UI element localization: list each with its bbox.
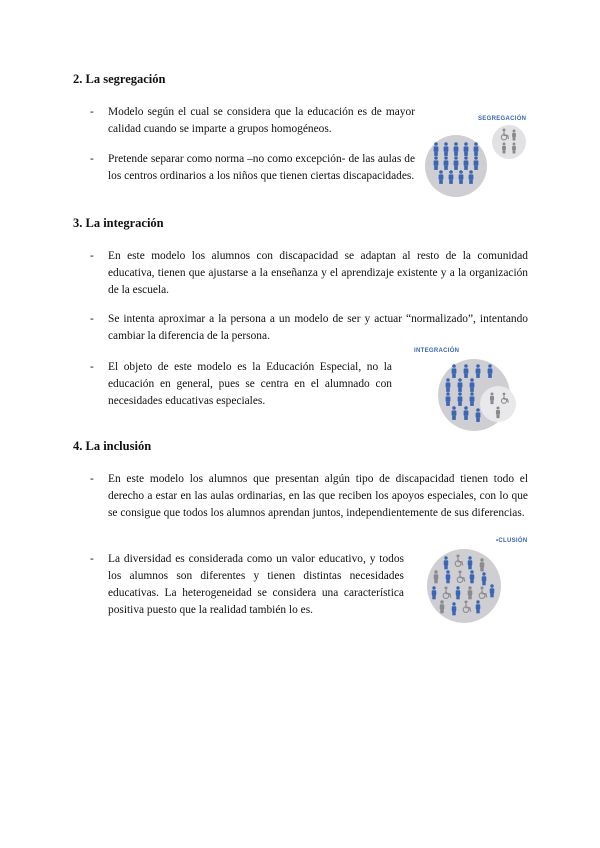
bullet-dash: - — [90, 553, 94, 565]
person-icon — [444, 556, 449, 569]
person-icon — [476, 600, 481, 613]
figure-label: •CLUSIÓN — [496, 538, 528, 544]
heading-integracion: 3. La integración — [73, 216, 164, 230]
person-icon — [444, 156, 449, 170]
person-icon — [464, 156, 469, 170]
figure-label: INTEGRACIÓN — [414, 348, 460, 354]
person-icon — [488, 364, 493, 378]
person-icon — [452, 602, 457, 615]
inclusion-illustration — [420, 546, 530, 626]
person-icon — [432, 586, 437, 599]
person-icon — [468, 556, 473, 569]
bullet-dash: - — [90, 153, 94, 165]
heading-inclusion: 4. La inclusión — [73, 439, 152, 453]
person-icon — [482, 572, 487, 585]
person-icon — [464, 364, 469, 378]
person-icon — [454, 156, 459, 170]
list-item — [90, 311, 540, 345]
person-icon — [446, 392, 451, 406]
person-icon — [476, 364, 481, 378]
person-icon — [452, 364, 457, 378]
person-icon — [512, 143, 516, 154]
person-icon — [454, 142, 459, 156]
list-item — [90, 151, 420, 202]
list-item — [90, 104, 420, 138]
person-icon — [434, 570, 439, 583]
person-icon — [446, 570, 451, 583]
item-text: En este modelo los alumnos que presentan algún tipo de discapacidad tienen todo el derecho a estar en las aulas ordinarias, en las que reciben los apoyos especiales, con lo que se consigue que todos los alumnos aprendan juntos, independientemente de sus diferencias. — [108, 473, 528, 519]
small-circle — [492, 125, 526, 159]
person-icon — [496, 406, 500, 418]
person-icon — [452, 406, 457, 420]
person-icon — [470, 392, 475, 406]
person-icon — [449, 170, 454, 184]
bullet-dash: - — [90, 313, 94, 325]
list-item — [90, 551, 420, 619]
person-icon — [512, 130, 516, 141]
bullet-dash: - — [90, 250, 94, 262]
segregation-figure — [420, 112, 530, 200]
person-icon — [469, 170, 474, 184]
person-icon — [440, 600, 445, 613]
person-icon — [439, 170, 444, 184]
list-item — [90, 359, 420, 410]
person-icon — [459, 170, 464, 184]
integration-figure — [412, 346, 524, 432]
person-icon — [446, 378, 451, 392]
item-text: Pretende separar como norma –no como excepción- de las aulas de los centros ordinarios a los niños que tienen ciertas discapacidades. — [108, 153, 415, 182]
person-icon — [464, 142, 469, 156]
segregation-illustration — [420, 124, 530, 200]
person-icon — [458, 392, 463, 406]
person-icon — [464, 406, 469, 420]
person-icon — [434, 156, 439, 170]
person-icon — [490, 392, 494, 404]
heading-segregacion: 2. La segregación — [73, 72, 166, 86]
person-icon — [470, 570, 475, 583]
list-item — [90, 471, 540, 539]
inclusion-figure — [420, 536, 530, 626]
person-icon — [456, 586, 461, 599]
person-icon — [470, 378, 475, 392]
person-icon — [434, 142, 439, 156]
person-icon — [474, 156, 479, 170]
person-icon — [502, 143, 506, 154]
item-text: Se intenta aproximar a la persona a un modelo de ser y actuar “normalizado”, intentando cambiar la diferencia de la persona. — [108, 313, 528, 342]
figure-label: SEGREGACIÓN — [478, 116, 527, 122]
person-icon — [444, 142, 449, 156]
bullet-dash: - — [90, 106, 94, 118]
person-icon — [458, 378, 463, 392]
item-text: Modelo según el cual se considera que la educación es de mayor calidad cuando se imparte a grupos homogéneos. — [108, 106, 415, 135]
person-icon — [476, 408, 481, 422]
item-text: El objeto de este modelo es la Educación Especial, no la educación en general, pues se centra en el alumnado con necesidades educativas especiales. — [108, 361, 392, 407]
person-icon — [468, 586, 473, 599]
person-icon — [490, 584, 495, 597]
person-icon — [474, 142, 479, 156]
item-text: La diversidad es considerada como un valor educativo, y todos los alumnos son diferentes y tienen distintas necesidades educativas. La heterogeneidad se considera una característica positiva puesto que la realidad también lo es. — [108, 553, 404, 616]
item-text: En este modelo los alumnos con discapacidad se adaptan al resto de la comunidad educativa, tienen que ajustarse a la enseñanza y el aprendizaje existente y a la organización de la escuela. — [108, 250, 528, 296]
list-item — [90, 248, 540, 299]
bullet-dash: - — [90, 361, 94, 373]
bullet-dash: - — [90, 473, 94, 485]
integration-illustration — [412, 356, 524, 432]
person-icon — [480, 558, 485, 571]
